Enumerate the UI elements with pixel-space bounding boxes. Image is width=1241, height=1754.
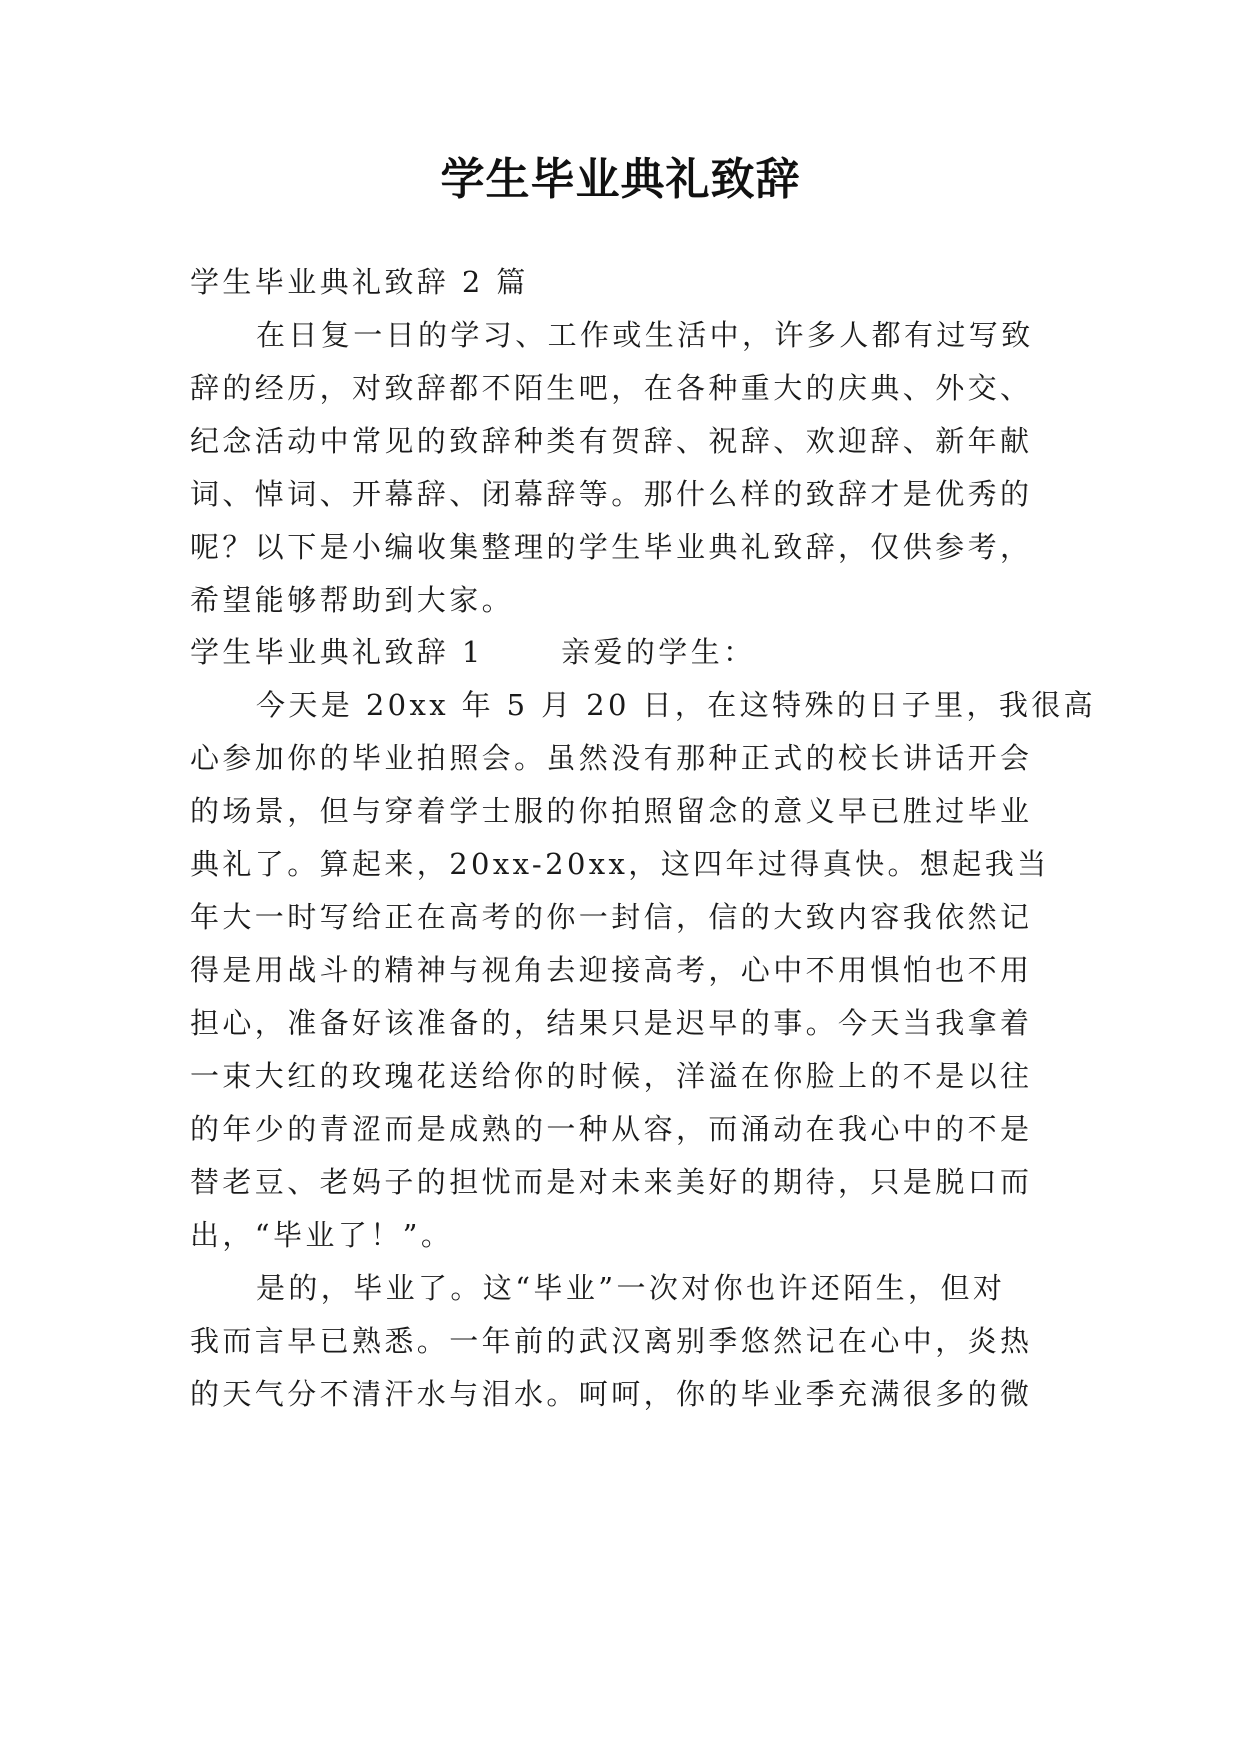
paragraph-line: 替老豆、老妈子的担忧而是对未来美好的期待，只是脱口而 — [190, 1165, 1033, 1199]
subtitle-line: 学生毕业典礼致辞 2 篇 — [190, 265, 529, 299]
paragraph-line: 典礼了。算起来，20xx-20xx，这四年过得真快。想起我当 — [190, 847, 1050, 881]
paragraph-line: 的年少的青涩而是成熟的一种从容，而涌动在我心中的不是 — [190, 1112, 1033, 1146]
paragraph-line: 是的，毕业了。这“毕业”一次对你也许还陌生，但对 — [256, 1271, 1006, 1305]
paragraph-line: 担心，准备好该准备的，结果只是迟早的事。今天当我拿着 — [190, 1006, 1033, 1040]
paragraph-line: 纪念活动中常见的致辞种类有贺辞、祝辞、欢迎辞、新年献 — [190, 424, 1033, 458]
paragraph-line: 的天气分不清汗水与泪水。呵呵，你的毕业季充满很多的微 — [190, 1377, 1033, 1411]
paragraph-line: 我而言早已熟悉。一年前的武汉离别季悠然记在心中，炎热 — [190, 1324, 1033, 1358]
section-heading-line: 学生毕业典礼致辞 1 亲爱的学生： — [190, 635, 756, 669]
paragraph-line: 在日复一日的学习、工作或生活中，许多人都有过写致 — [256, 318, 1034, 352]
paragraph-line: 年大一时写给正在高考的你一封信，信的大致内容我依然记 — [190, 900, 1033, 934]
document-title: 学生毕业典礼致辞 — [440, 154, 801, 205]
paragraph-line: 希望能够帮助到大家。 — [190, 583, 515, 617]
paragraph-line: 的场景，但与穿着学士服的你拍照留念的意义早已胜过毕业 — [190, 794, 1033, 828]
paragraph-line: 出，“毕业了！”。 — [190, 1218, 454, 1252]
paragraph-line: 今天是 20xx 年 5 月 20 日，在这特殊的日子里，我很高 — [256, 688, 1097, 722]
paragraph-line: 心参加你的毕业拍照会。虽然没有那种正式的校长讲话开会 — [190, 741, 1033, 775]
paragraph-line: 词、悼词、开幕辞、闭幕辞等。那什么样的致辞才是优秀的 — [190, 477, 1033, 511]
paragraph-line: 得是用战斗的精神与视角去迎接高考，心中不用惧怕也不用 — [190, 953, 1033, 987]
paragraph-line: 辞的经历，对致辞都不陌生吧，在各种重大的庆典、外交、 — [190, 371, 1033, 405]
paragraph-line: 一束大红的玫瑰花送给你的时候，洋溢在你脸上的不是以往 — [190, 1059, 1033, 1093]
paragraph-line: 呢？以下是小编收集整理的学生毕业典礼致辞，仅供参考， — [190, 530, 1033, 564]
